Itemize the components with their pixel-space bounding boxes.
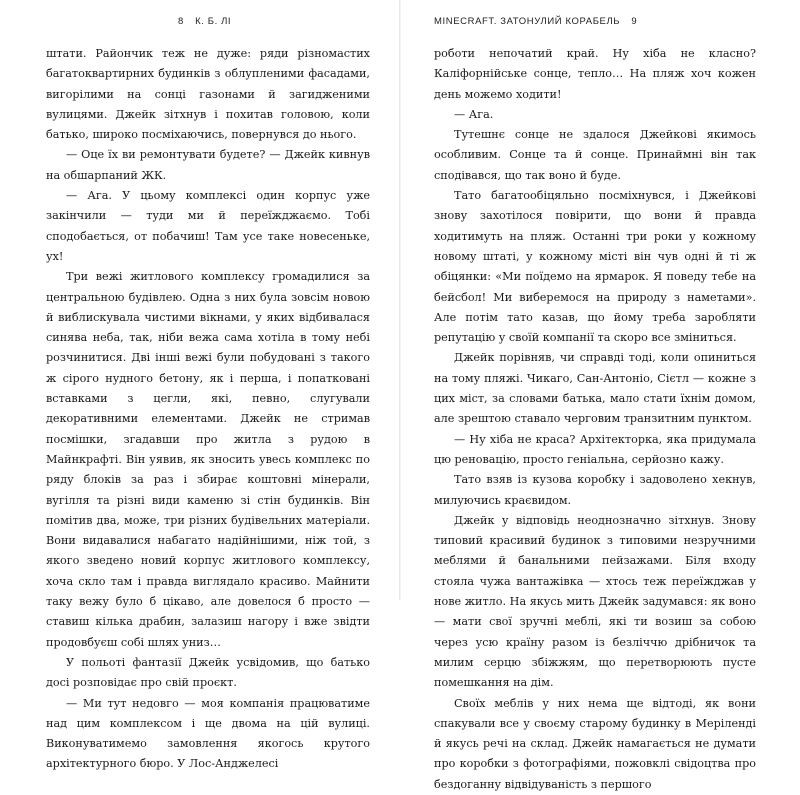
paragraph: Джейк у відповідь неоднозначно зітхнув. Знову типовий красивий будинок з типовими незручними меблями й банальними пейзажами. Біля входу стояла чужа вантажівка — хтось теж переїжджав у нове житло. На якусь мить Джейк задумався: як воно — мати свої зручні меблі, які ти возиш за собою через усю країну разом із безліччю дрібничок та милим серцю збіжжям, що перетворюють пусте помешкання на дім. <box>434 513 756 690</box>
paragraph: — Ми тут недовго — моя компанія працюватиме над цим комплексом і ще двома на цій вулиці. Виконуватимемо замовлення якогось крутого архітектурного бюро. У Лос-Анджелесі <box>46 696 370 771</box>
left-page-header <box>46 14 370 30</box>
paragraph: Тато багатообіцяльно посміхнувся, і Джейкові знову захотілося повірити, що вони й правда ходитимуть на пляж. Останні три роки у кожному новому штаті, у кожному місті він чув одні й ті ж обіцянки: «Ми поїдемо на ярмарок. Я поведу тебе на бейсбол! Ми виберемося на природу з наметами». Але потім тато казав, що йому треба заробляти репутацію у своїй компанії та скоро все зміниться. <box>434 189 756 345</box>
paragraph: — Ну хіба не краса? Архітекторка, яка придумала цю реновацію, просто геніальна, серйозно кажу. <box>434 432 756 466</box>
left-page-number: 8 <box>178 16 184 27</box>
left-running-head: К. Б. ЛІ <box>195 16 232 27</box>
paragraph: Три вежі житлового комплексу громадилися за центральною будівлею. Одна з них була зовсім новою й виблискувала чистими вікнами, у яких відбивалася синява неба, так, ніби вежа сама хотіла в тому небі розчинитися. Дві інші вежі були побудовані з такого ж сірого нудного бетону, як і перша, і попатковані вставками з цегли, які, певно, слугували декоративними елементами. Джейк не стримав посмішки, згадавши про житла з рудою в Майнкрафті. Він уявив, як зносить увесь комплекс по ряду блоків за раз і збирає коштовні мінерали, вугілля та різні види каменю зі стін будинків. Він помітив два, може, три різних будівельних матеріали. Вони видавалися набагато надійнішими, ніж той, з якого зведено новий корпус житлового комплексу, хоча скло там і правда виглядало красиво. Майнити таку вежу було б цікаво, але довелося б просто — ставиш кілька драбин, залазиш нагору і вже звідти продовбуєш собі шлях униз… <box>46 270 370 649</box>
paragraph: роботи непочатий край. Ну хіба не класно? Каліфорнійське сонце, тепло… На пляж хоч кожен день можемо ходити! <box>434 47 756 101</box>
right-page-header <box>434 14 756 30</box>
left-page-body <box>46 44 370 775</box>
paragraph: — Ага. У цьому комплексі один корпус уже закінчили — туди ми й переїжджаємо. Тобі сподобається, от побачиш! Там усе таке новесеньке, ух! <box>46 189 370 263</box>
right-page <box>400 0 800 791</box>
paragraph: Тутешнє сонце не здалося Джейкові якимось особливим. Сонце та й сонце. Принаймні він так сподівався, що так воно й буде. <box>434 128 756 182</box>
right-page-body <box>434 44 756 795</box>
paragraph: Своїх меблів у них нема ще відтоді, як вони спакували все у своєму старому будинку в Меріленді й якусь речі на склад. Джейк намагається не думати про коробки з фотографіями, пожовклі свідоцтва про бездоганну відвідуваність з першого <box>434 696 756 791</box>
paragraph: Джейк порівняв, чи справді тоді, коли опиниться на тому пляжі. Чикаго, Сан-Антоніо, Сієтл — кожне з цих міст, за словами батька, мало стати їхнім домом, але зрештою ставало черговим транзитним пунктом. <box>434 351 756 426</box>
right-running-head: MINECRAFT. ЗАТОНУЛИЙ КОРАБЕЛЬ <box>434 16 621 27</box>
paragraph: — Ага. <box>454 107 494 121</box>
paragraph: — Оце їх ви ремонтувати будете? — Джейк кивнув на обшарпаний ЖК. <box>46 148 370 182</box>
paragraph: штати. Райончик теж не дуже: ряди різномастих багатоквартирних будинків з облупленими фасадами, вигорілими на сонці газонами й загидженими вулицями. Джейк зітхнув і похитав головою, коли батько, широко посміхаючись, повернувся до нього. <box>46 47 370 142</box>
paragraph: Тато взяв із кузова коробку і задоволено хекнув, милуючись краєвидом. <box>434 473 756 507</box>
paragraph: У польоті фантазії Джейк усвідомив, що батько досі розповідає про свій проєкт. <box>46 655 370 690</box>
left-page <box>0 0 400 771</box>
right-page-number: 9 <box>631 16 638 27</box>
